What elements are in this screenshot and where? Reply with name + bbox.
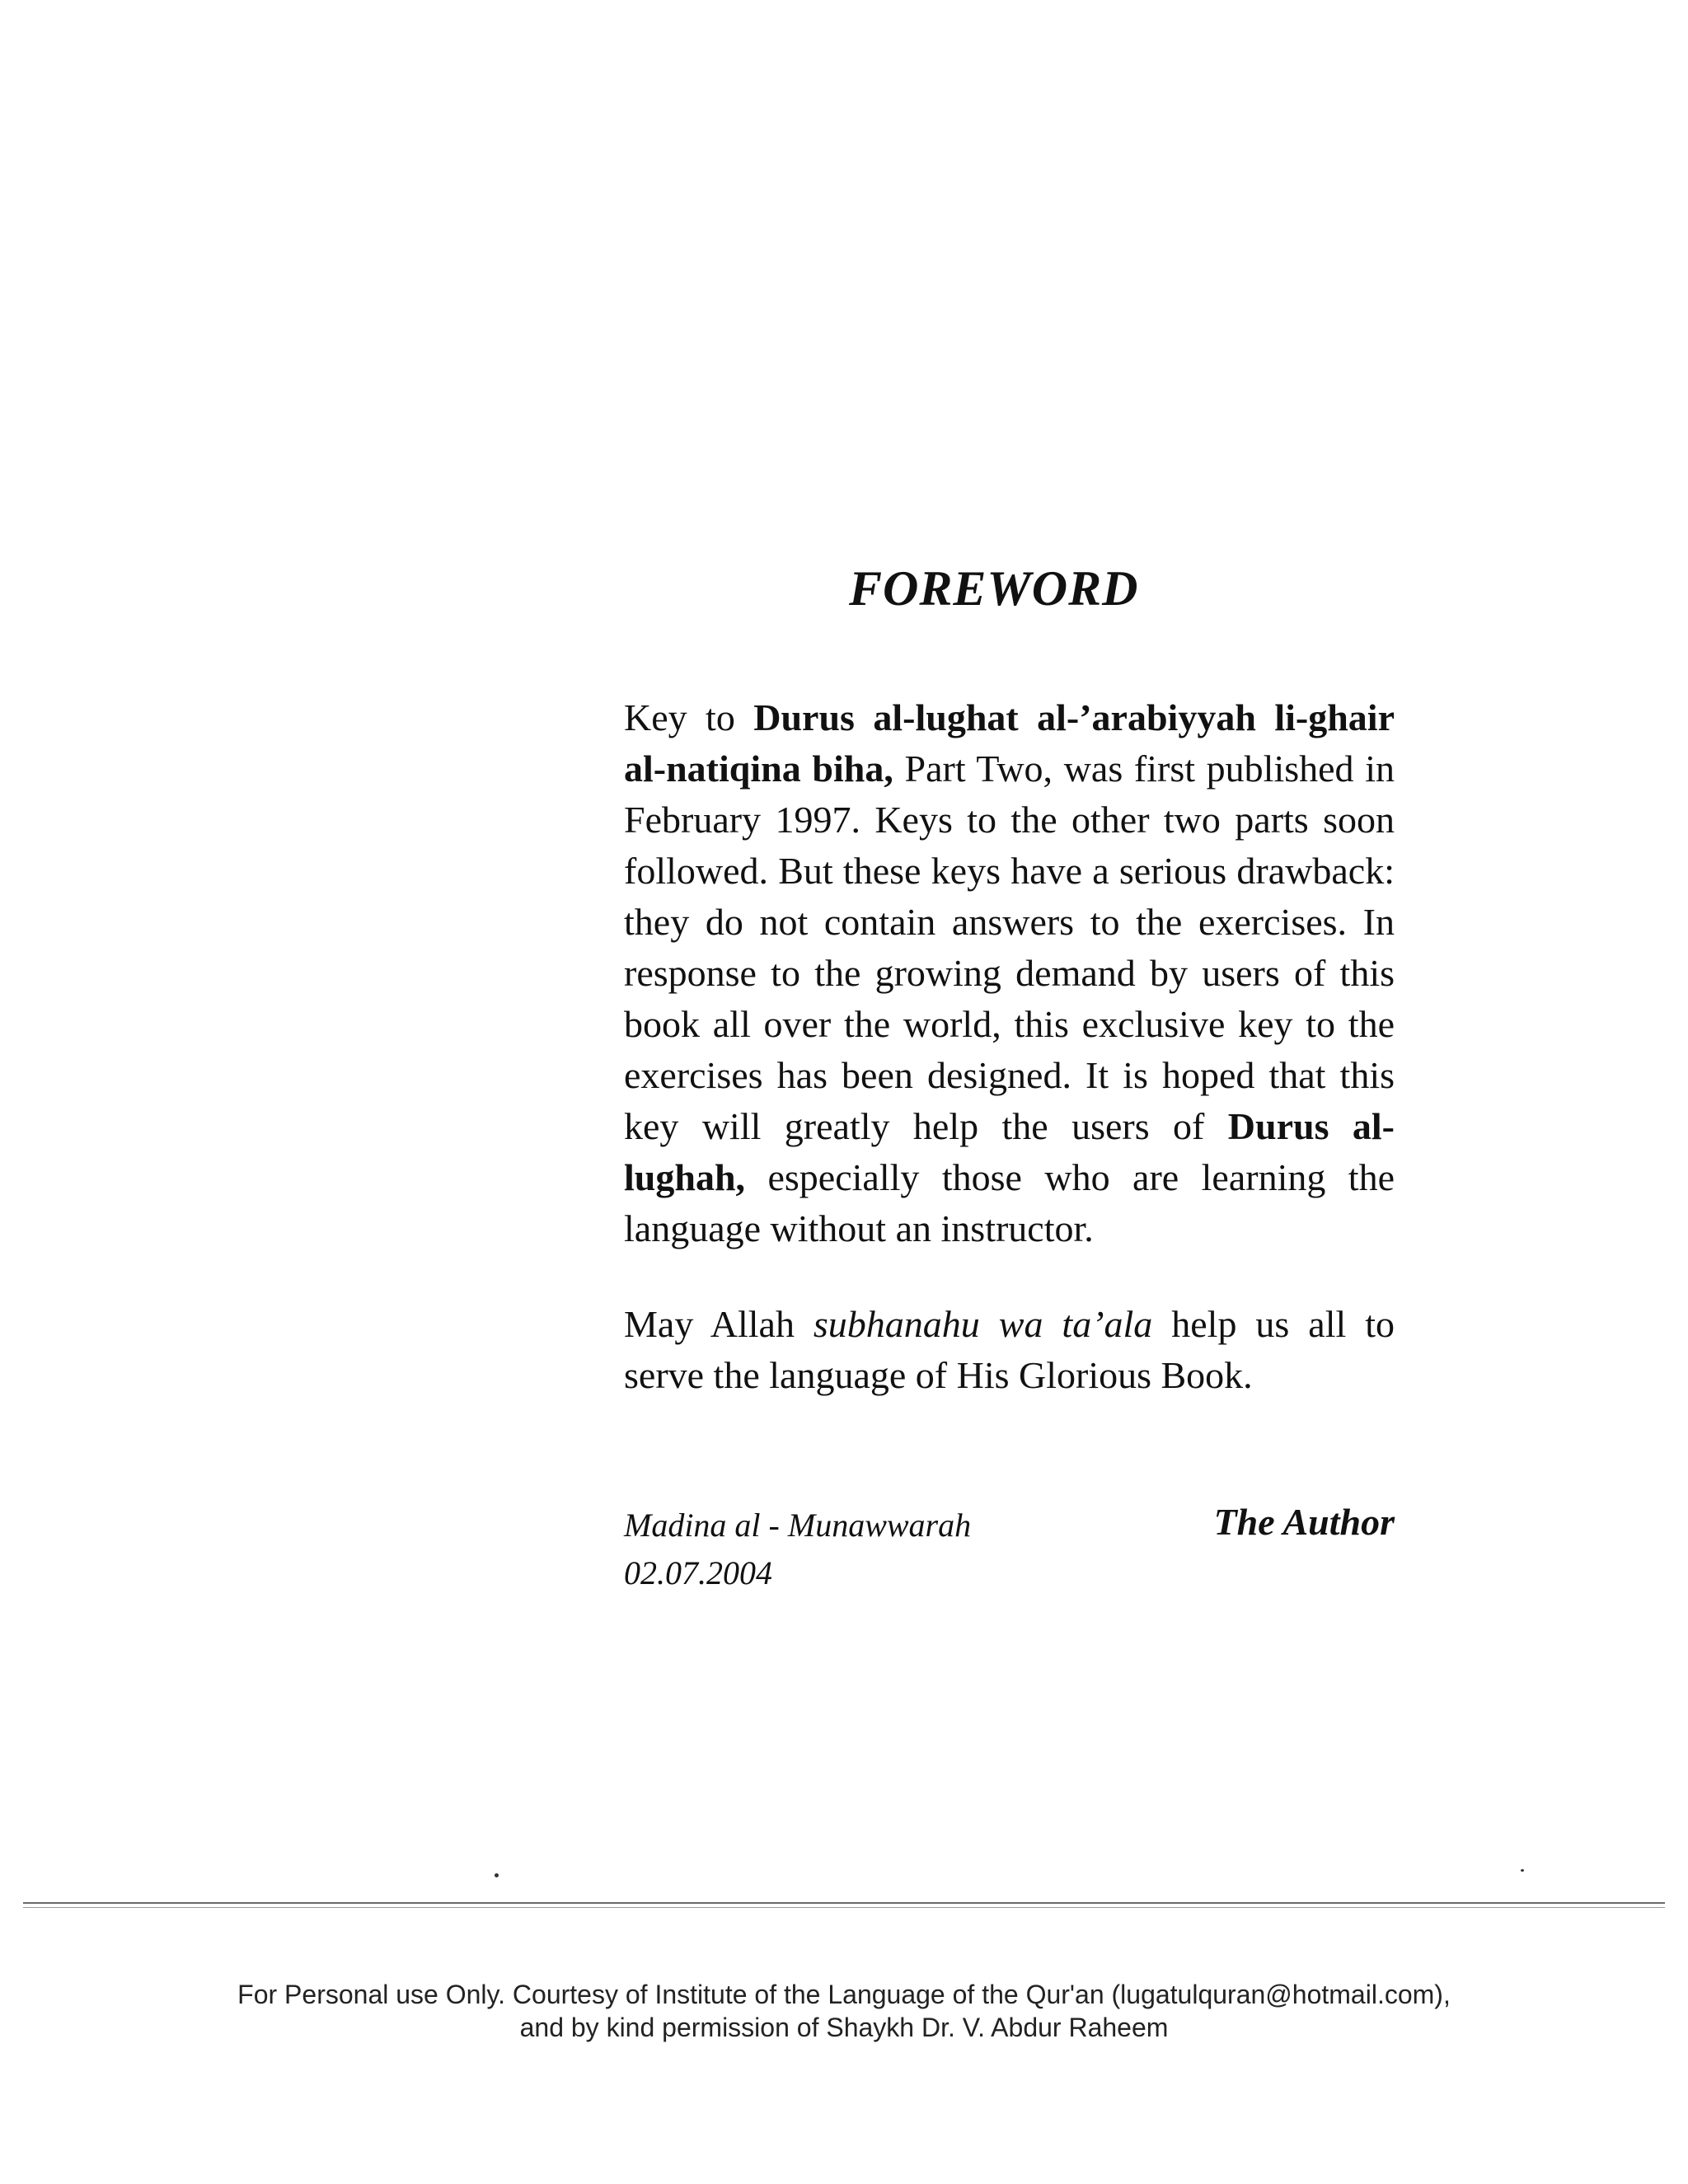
footer-note: [0, 1978, 1688, 2044]
footer-line-2: and by kind permission of Shaykh Dr. V. Abdur Raheem: [519, 2013, 1169, 2042]
signoff-date: 02.07.2004: [624, 1554, 772, 1591]
signoff-block: [624, 1502, 1395, 1601]
foreword-paragraph-1: [624, 692, 1395, 1254]
signoff-author: The Author: [1213, 1501, 1395, 1543]
foreword-body: [624, 692, 1395, 1446]
paragraph-text: May Allah: [624, 1303, 814, 1345]
scan-speck: [495, 1873, 499, 1877]
footer-divider-secondary: [23, 1907, 1665, 1908]
foreword-paragraph-2: [624, 1299, 1395, 1401]
honorific-italic: subhanahu wa ta’ala: [813, 1303, 1153, 1345]
paragraph-text: Part Two, was first published in February 1997. Keys to the other two parts soon followed. But these keys have a serious drawback: they do not contain answers to the exercises. In response to the growing demand by users of this book all over the world, this exclusive key to the exercises has been designed. It is hoped that this key will greatly help the users of: [624, 748, 1395, 1147]
book-title-bold: Durus al-lughat al-’arabiyyah li-ghair al-natiqina biha,: [624, 696, 1395, 790]
page-title: FOREWORD: [849, 561, 1139, 616]
footer-line-1: For Personal use Only. Courtesy of Institute of the Language of the Qur'an (lugatulquran@hotmail.com),: [237, 1980, 1451, 2009]
paragraph-text: especially those who are learning the language without an instructor.: [624, 1156, 1395, 1249]
book-short-title-bold: Durus al-lughah,: [624, 1105, 1395, 1198]
paragraph-text: Key to: [624, 696, 754, 738]
footer-divider: [23, 1902, 1665, 1904]
scan-speck: [1521, 1869, 1524, 1872]
signoff-place: Madina al - Munawwarah: [624, 1507, 972, 1544]
paragraph-text: help us all to serve the language of His Glorious Book.: [624, 1303, 1395, 1396]
